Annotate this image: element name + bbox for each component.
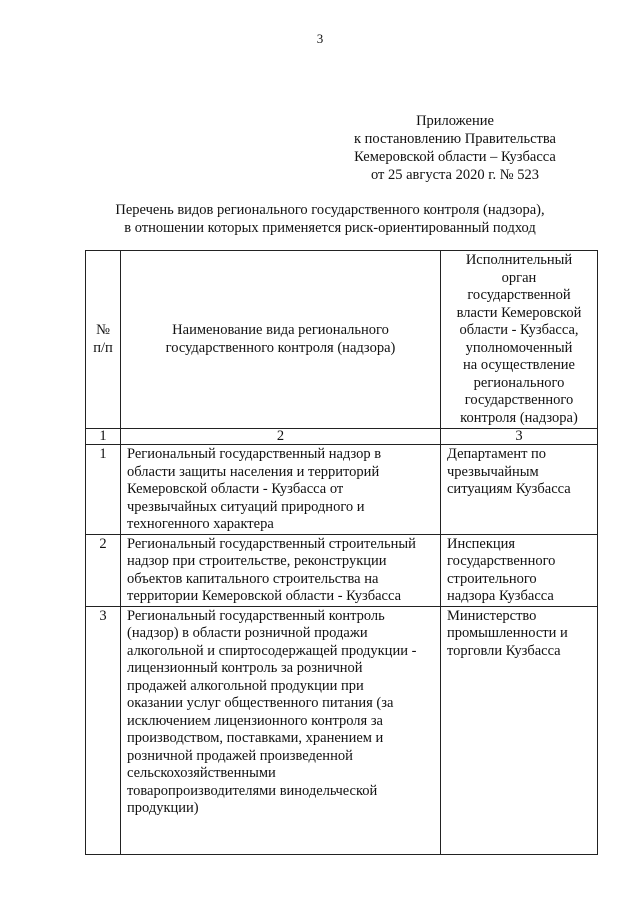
control-type-name — [121, 534, 441, 606]
header-line: Исполнительный — [465, 252, 573, 268]
cell-line: чрезвычайных ситуаций природного и — [127, 498, 365, 515]
responsible-organ — [441, 606, 598, 854]
responsible-organ — [441, 445, 598, 535]
cell-line: оказании услуг общественного питания (за — [127, 695, 394, 711]
cell-line: Инспекция — [447, 535, 516, 552]
cell-line: товаропроизводителями винодельческой — [127, 782, 378, 799]
header-line: № — [96, 322, 110, 338]
appendix-line: к постановлению Правительства — [354, 131, 556, 147]
row-number: 1 — [86, 445, 121, 535]
cell-line: Региональный государственный контроль — [127, 607, 385, 624]
cell-line: лицензионный контроль за розничной — [127, 660, 363, 676]
header-line: Наименование вида регионального — [172, 322, 389, 338]
header-line: государственного — [464, 392, 574, 408]
cell-line: строительного — [447, 570, 537, 587]
header-line: на осуществление — [463, 357, 575, 373]
cell-line: продажей алкогольной продукции при — [127, 677, 364, 694]
responsible-organ — [441, 534, 598, 606]
appendix-line: Приложение — [416, 113, 494, 129]
header-name — [121, 251, 441, 429]
cell-line: продукции) — [127, 800, 199, 816]
header-line: государственной — [467, 287, 571, 303]
cell-line: надзор при строительстве, реконструкции — [127, 553, 387, 569]
cell-line: чрезвычайным — [447, 463, 539, 480]
cell-line: розничной продажей произведенной — [127, 747, 353, 764]
cell-line: исключением лицензионного контроля за — [127, 712, 383, 729]
cell-line: сельскохозяйственными — [127, 765, 276, 781]
appendix-line: от 25 августа 2020 г. № 523 — [370, 167, 540, 183]
document-title — [60, 201, 600, 237]
cell-line: надзора Кузбасса — [447, 588, 554, 604]
cell-line: государственного — [447, 553, 556, 569]
table-row — [86, 445, 598, 535]
row-number: 2 — [86, 534, 121, 606]
cell-line: Министерство — [447, 607, 537, 624]
cell-line: области защиты населения и территорий — [127, 463, 380, 480]
table-header-row — [86, 251, 598, 429]
cell-line: Региональный государственный строительный — [127, 535, 416, 552]
cell-line: производством, поставками, хранением и — [127, 730, 384, 746]
header-line: области - Кузбасса, — [459, 322, 579, 338]
row-number: 3 — [86, 606, 121, 854]
column-number-row — [86, 429, 598, 445]
cell-line: промышленности и — [447, 625, 568, 641]
table-row — [86, 534, 598, 606]
cell-line: алкогольной и спиртосодержащей продукции - — [127, 642, 417, 659]
header-organ — [441, 251, 598, 429]
title-line: в отношении которых применяется риск-ориентированный подход — [124, 220, 536, 236]
title-line: Перечень видов регионального государственного контроля (надзора), — [115, 202, 545, 218]
header-line: орган — [501, 269, 537, 286]
cell-line: ситуациям Кузбасса — [447, 481, 571, 497]
appendix-block — [330, 112, 580, 184]
control-type-name — [121, 445, 441, 535]
header-line: уполномоченный — [465, 339, 573, 356]
header-line: п/п — [93, 339, 113, 356]
table-row — [86, 606, 598, 854]
header-line: контроля (надзора) — [460, 409, 578, 426]
cell-line: техногенного характера — [127, 516, 274, 532]
control-types-table — [85, 250, 598, 855]
appendix-line: Кемеровской области – Кузбасса — [354, 149, 556, 165]
header-number — [86, 251, 121, 429]
cell-line: объектов капитального строительства на — [127, 570, 379, 587]
cell-line: торговли Кузбасса — [447, 642, 561, 659]
control-type-name — [121, 606, 441, 854]
page-number: 3 — [316, 31, 324, 46]
header-line: власти Кемеровской — [456, 304, 582, 321]
column-number: 3 — [441, 429, 598, 445]
column-number: 1 — [86, 429, 121, 445]
cell-line: Региональный государственный надзор в — [127, 446, 382, 462]
cell-line: (надзор) в области розничной продажи — [127, 625, 368, 641]
header-line: государственного контроля (надзора) — [165, 339, 396, 356]
cell-line: Департамент по — [447, 446, 547, 462]
column-number: 2 — [121, 429, 441, 445]
cell-line: Кемеровской области - Кузбасса от — [127, 481, 344, 497]
cell-line: территории Кемеровской области - Кузбасса — [127, 588, 402, 604]
header-line: регионального — [473, 374, 565, 391]
